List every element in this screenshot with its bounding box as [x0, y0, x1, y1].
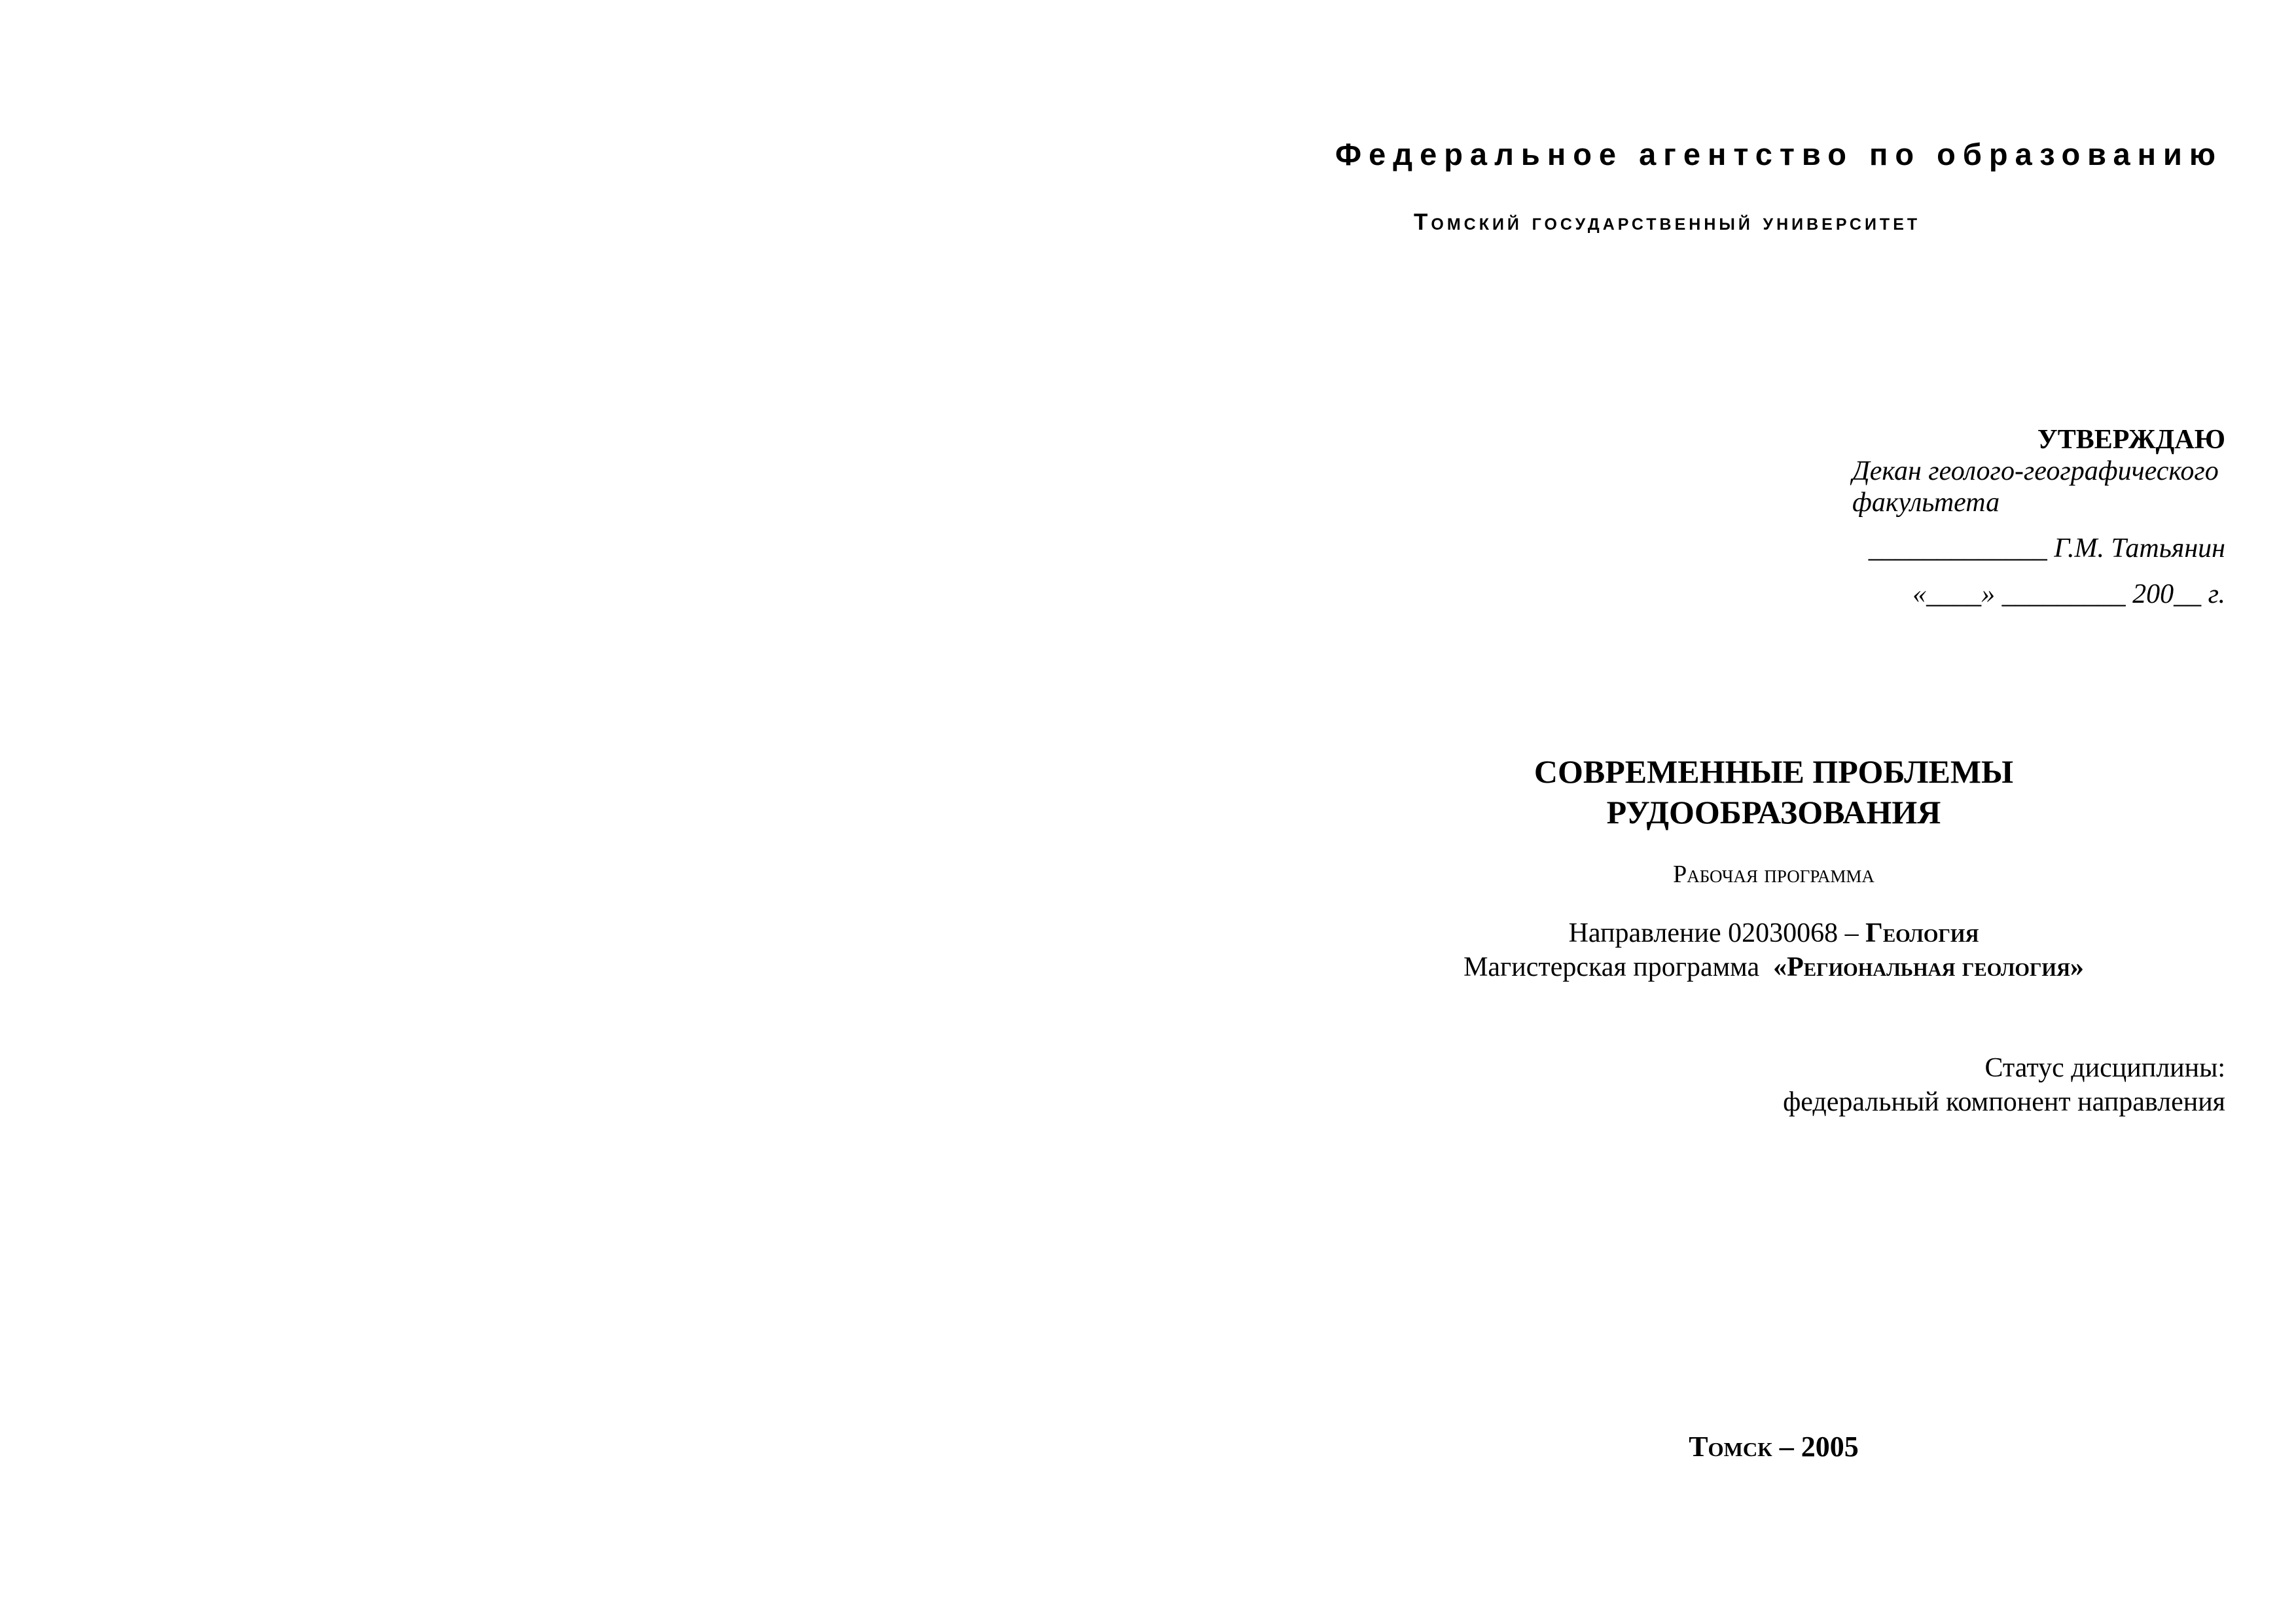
direction-line [1335, 916, 2212, 950]
direction-name: Геология [1865, 918, 1979, 948]
agency-name: Федеральное агентство по образованию [1335, 137, 2223, 171]
document-subtitle: Рабочая программа [1673, 861, 1874, 888]
signature-line: _____________ Г.М. Татьянин [1868, 533, 2225, 563]
dean-position-line2: факультета [1852, 488, 2000, 518]
dean-position-line1: Декан геолого-географического [1852, 456, 2219, 486]
approval-block [1767, 424, 2225, 610]
status-value: федеральный компонент направления [1783, 1087, 2225, 1117]
approval-date-line: «____» _________ 200__ г. [1912, 579, 2225, 609]
approval-title: УТВЕРЖДАЮ [2037, 425, 2225, 455]
document-title-block [1335, 751, 2212, 984]
university-name: Томский государственный университет [1414, 209, 1921, 235]
title-page [1335, 0, 2251, 1623]
document-title-line1: СОВРЕМЕННЫЕ ПРОБЛЕМЫ [1534, 753, 2014, 790]
status-label: Статус дисциплины: [1984, 1053, 2225, 1083]
direction-prefix: Направление 02030068 – [1568, 918, 1866, 948]
program-name: «Региональная геология» [1773, 952, 2084, 982]
city-year: Томск – 2005 [1689, 1431, 1859, 1463]
direction-block [1335, 916, 2212, 984]
program-line [1335, 950, 2212, 984]
program-prefix: Магистерская программа [1463, 952, 1774, 982]
document-title-line2: РУДООБРАЗОВАНИЯ [1606, 794, 1941, 830]
discipline-status-block [1702, 1051, 2225, 1119]
